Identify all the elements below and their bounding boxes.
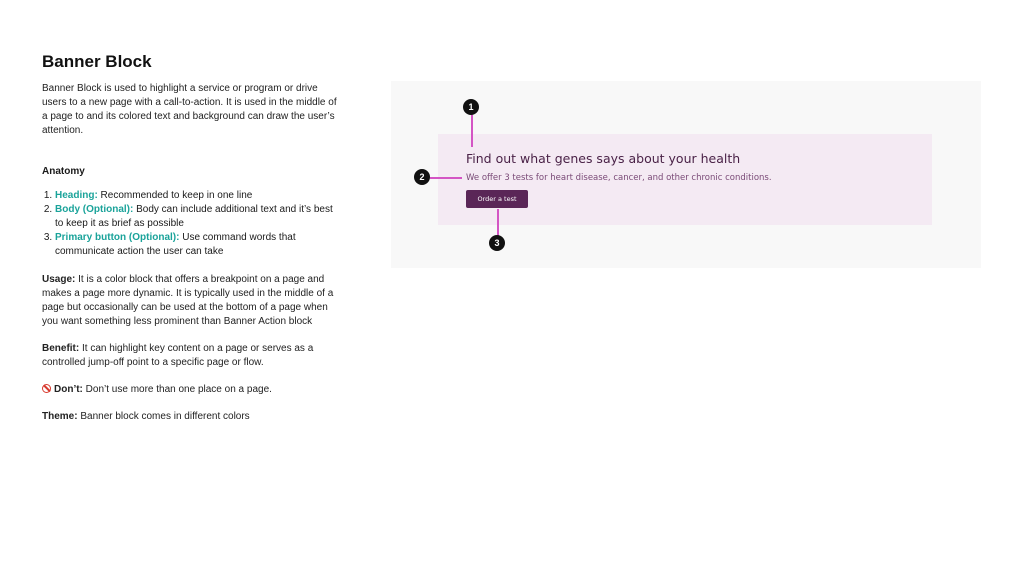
dont-label: Don’t: [54,384,83,395]
anatomy-text: Recommended to keep in one line [97,190,253,201]
order-test-button[interactable]: Order a test [466,190,528,208]
anatomy-label: Body (Optional): [55,204,134,215]
anatomy-label: Heading: [55,190,98,201]
intro-paragraph: Banner Block is used to highlight a service or program or drive users to a new page with a call-to-action. It is used in the middle of a page to and its colored text and background can draw the user’s attention. [42,83,337,136]
anatomy-heading: Anatomy [42,166,85,177]
theme-text: Banner block comes in different colors [77,411,250,422]
dont-paragraph [42,383,342,397]
benefit-label: Benefit: [42,343,80,354]
anatomy-item-heading [55,189,342,203]
anatomy-item-button [55,231,342,259]
anatomy-label: Primary button (Optional): [55,232,180,243]
page-title: Banner Block [42,52,152,71]
anatomy-item-body [55,203,342,231]
anatomy-text: Use command words that communicate action the user can take [55,232,296,257]
usage-text: It is a color block that offers a breakpoint on a page and makes a page more dynamic. It is typically used in the middle of a page but occasionally can be used at the bottom of a page when you want something less prominent than Banner Action block [42,274,334,327]
theme-label: Theme: [42,411,78,422]
benefit-text: It can highlight key content on a page or serves as a controlled jump-off point to a specific page or flow. [42,343,314,368]
callout-line-1 [471,115,473,147]
dont-text: Don’t use more than one place on a page. [82,384,272,395]
callout-line-3 [497,209,499,236]
benefit-paragraph [42,342,342,370]
callout-line-2 [430,177,462,179]
banner-body: We offer 3 tests for heart disease, cancer, and other chronic conditions. [466,173,772,183]
callout-marker-2: 2 [414,169,430,185]
banner-heading: Find out what genes says about your health [466,151,741,166]
documentation-panel [42,52,342,437]
anatomy-list [42,189,342,259]
callout-marker-3: 3 [489,235,505,251]
usage-paragraph [42,273,342,329]
anatomy-text: Body can include additional text and it’s best to keep it as brief as possible [55,204,333,229]
theme-paragraph [42,410,342,424]
prohibited-icon [42,384,51,393]
usage-label: Usage: [42,274,76,285]
callout-marker-1: 1 [463,99,479,115]
